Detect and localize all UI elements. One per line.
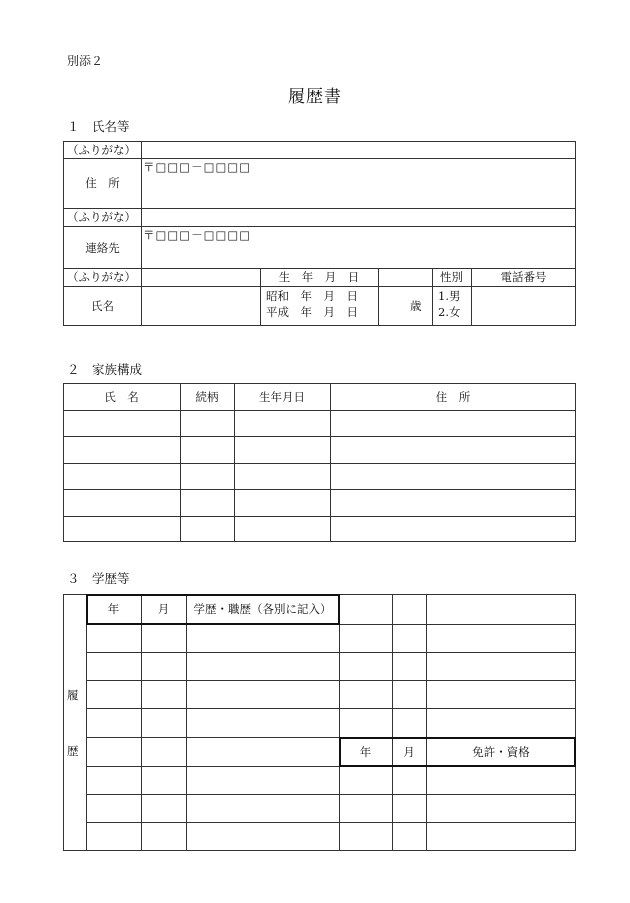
contact-label: 連絡先 (85, 241, 120, 255)
address-label: 住 所 (85, 176, 120, 190)
era-heisei: 平成 年 月 日 (266, 305, 358, 319)
license-col-year: 年 (359, 745, 372, 759)
era-showa: 昭和 年 月 日 (266, 289, 358, 303)
family-col-name: 氏 名 (104, 390, 139, 404)
license-col-details: 免許・資格 (472, 745, 530, 759)
section3-heading: ３ 学歴等 (67, 571, 130, 586)
section1-heading: １ 氏名等 (67, 119, 130, 134)
education-col-year: 年 (107, 602, 120, 616)
section2-heading: ２ 家族構成 (67, 362, 143, 377)
gender-male: 1.男 (438, 289, 461, 303)
age-suffix: 歳 (410, 299, 422, 313)
gender-header: 性別 (440, 270, 463, 284)
license-col-month: 月 (403, 745, 415, 759)
birth-date-header: 生 年 月 日 (278, 270, 360, 284)
name-label: 氏名 (91, 299, 114, 313)
furigana-label-3: （ふりがな） (67, 270, 136, 284)
address-postal-code: 〒□□□－□□□□ (143, 160, 252, 174)
phone-header: 電話番号 (500, 270, 547, 284)
furigana-label-2: （ふりがな） (67, 210, 136, 224)
contact-postal-code: 〒□□□－□□□□ (143, 228, 252, 242)
history-side-label-bottom: 歴 (67, 744, 79, 758)
family-col-birthdate: 生年月日 (259, 390, 305, 404)
education-col-month: 月 (157, 602, 170, 616)
attachment-label: 別添２ (67, 54, 104, 68)
family-col-address: 住 所 (435, 390, 471, 404)
education-col-details: 学歴・職歴（各別に記入） (193, 602, 332, 616)
history-side-label-top: 履 (67, 688, 79, 702)
furigana-label-1: （ふりがな） (67, 143, 136, 157)
family-col-relation: 続柄 (195, 390, 219, 404)
gender-female: 2.女 (438, 305, 461, 319)
page-title: 履歴書 (288, 87, 342, 107)
